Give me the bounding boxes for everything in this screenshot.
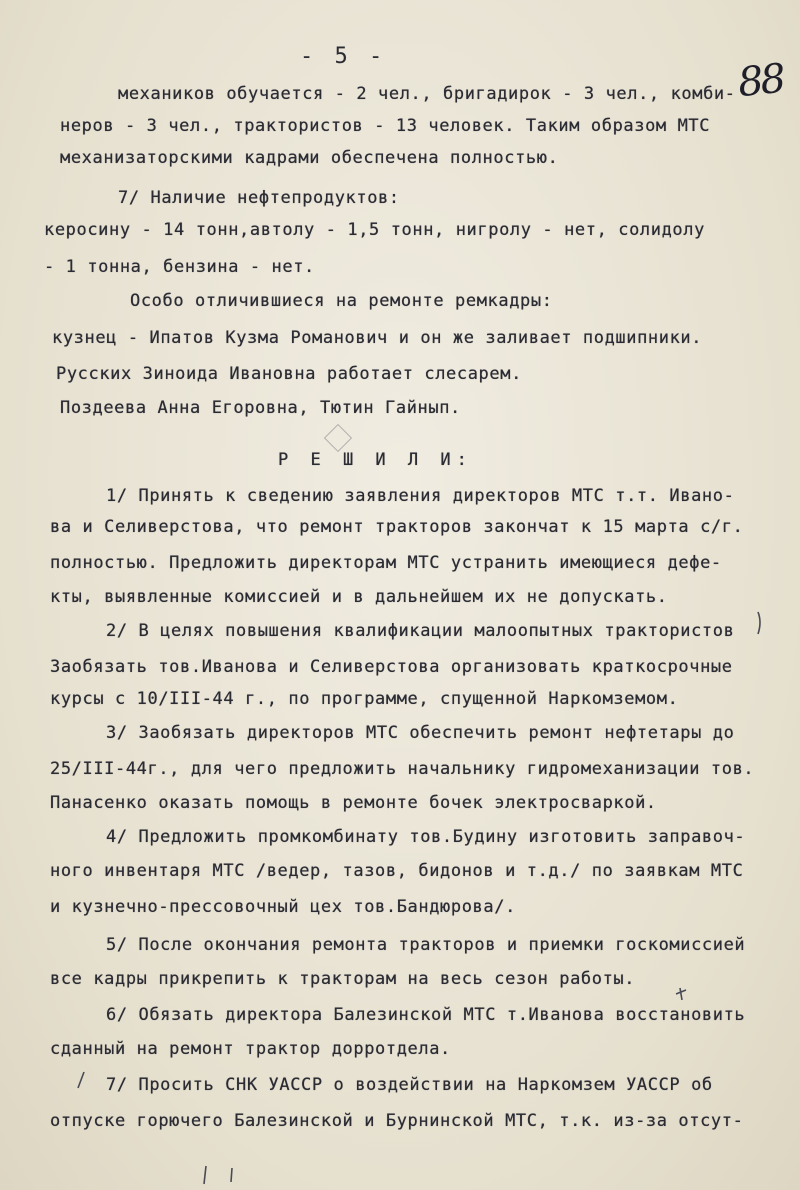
page-number: - 5 - bbox=[300, 44, 387, 69]
text-line: ва и Селиверстова, что ремонт тракторов закончат к 15 марта с/г. bbox=[50, 517, 744, 537]
text-line: - 1 тонна, бензина - нет. bbox=[44, 257, 315, 277]
text-line: сданный на ремонт трактор дорротдела. bbox=[50, 1039, 451, 1059]
text-line: керосину - 14 тонн,автолу - 1,5 тонн, нигролу - нет, солидолу bbox=[44, 220, 705, 240]
text-line: 4/ Предложить промкомбинату тов.Будину изготовить заправоч- bbox=[106, 827, 746, 847]
margin-pencil-mark bbox=[78, 1072, 84, 1088]
text-line: механизаторскими кадрами обеспечена полностью. bbox=[60, 148, 559, 168]
text-line: полностью. Предложить директорам МТС устранить имеющиеся дефе- bbox=[50, 553, 722, 573]
margin-pencil-mark bbox=[204, 1166, 206, 1184]
text-line: 25/III-44г., для чего предложить начальнику гидромеханизации тов. bbox=[50, 759, 755, 779]
text-line: Русских Зиноида Ивановна работает слесарем. bbox=[56, 364, 522, 384]
section-heading: Р Е Ш И Л И: bbox=[278, 450, 473, 470]
text-line: курсы с 10/III-44 г., по программе, спущенной Наркомземом. bbox=[50, 689, 679, 709]
text-line: Панасенко оказать помощь в ремонте бочек электросваркой. bbox=[50, 793, 657, 813]
text-line: Поздеева Анна Егоровна, Тютин Гайнып. bbox=[60, 398, 461, 418]
text-line: 3/ Заобязать директоров МТС обеспечить ремонт нефтетары до bbox=[106, 723, 735, 743]
text-line: Особо отличившиеся на ремонте ремкадры: bbox=[130, 291, 553, 311]
text-line: неров - 3 чел., трактористов - 13 человек. Таким образом МТС bbox=[60, 116, 711, 136]
text-line: 7/ Просить СНК УАССР о воздействии на Наркомзем УАССР об bbox=[106, 1075, 713, 1095]
text-line: кты, выявленные комиссией и в дальнейшем их не допускать. bbox=[50, 587, 668, 607]
margin-pencil-mark bbox=[676, 988, 686, 1000]
text-line: механиков обучается - 2 чел., бригадирок - 3 чел., комби- bbox=[118, 84, 736, 104]
text-line: Заобязать тов.Иванова и Селиверстова организовать краткосрочные bbox=[50, 657, 733, 677]
text-line: 7/ Наличие нефтепродуктов: bbox=[118, 188, 400, 208]
text-line: и кузнечно-прессовочный цех тов.Бандюрова/. bbox=[50, 897, 516, 917]
stamp-mark bbox=[324, 424, 352, 452]
text-line: кузнец - Ипатов Кузма Романович и он же заливает подшипники. bbox=[52, 328, 703, 348]
handwritten-page-number: 88 bbox=[735, 55, 786, 107]
text-line: отпуске горючего Балезинской и Бурнинской МТС, т.к. из-за отсут- bbox=[50, 1111, 744, 1131]
text-line: 5/ После окончания ремонта тракторов и приемки госкомиссией bbox=[106, 935, 746, 955]
text-line: 2/ В целях повышения квалификации малоопытных трактористов bbox=[106, 621, 735, 641]
text-line: 1/ Принять к сведению заявления директоров МТС т.т. Ивано- bbox=[106, 486, 735, 506]
text-line: ного инвентаря МТС /ведер, тазов, бидонов и т.д./ по заявкам МТС bbox=[50, 861, 744, 881]
margin-pencil-mark bbox=[231, 1168, 232, 1182]
margin-pencil-mark bbox=[758, 612, 760, 634]
text-line: все кадры прикрепить к тракторам на весь сезон работы. bbox=[50, 969, 636, 989]
text-line: 6/ Обязать директора Балезинской МТС т.Иванова восстановить bbox=[106, 1005, 746, 1025]
